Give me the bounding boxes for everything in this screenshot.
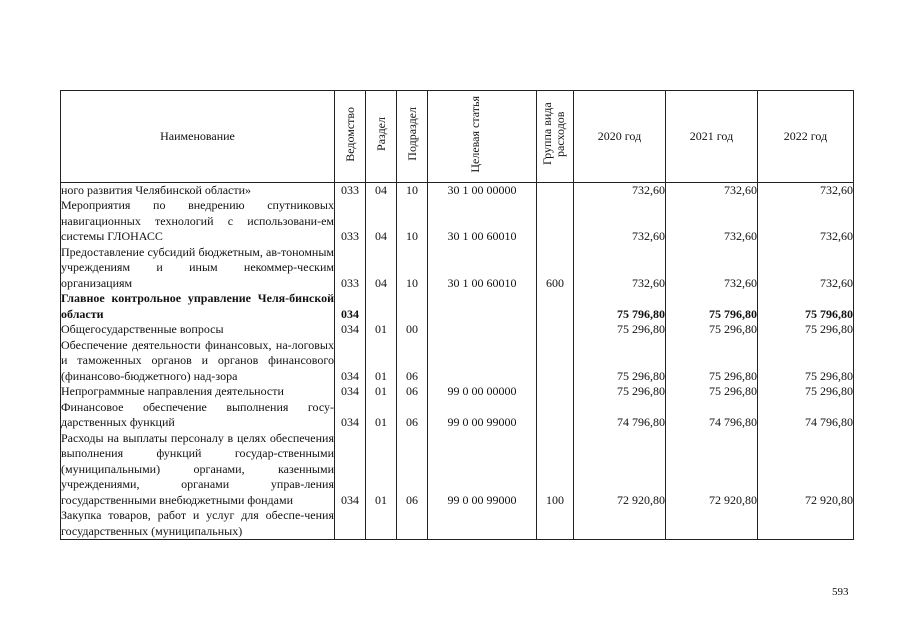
row-2021-cell: 72 920,80 bbox=[666, 431, 758, 509]
row-subsection-cell: 00 bbox=[397, 322, 428, 338]
row-2022-cell: 732,60 bbox=[758, 245, 854, 292]
row-2022-cell: 732,60 bbox=[758, 182, 854, 198]
row-2020-cell: 75 296,80 bbox=[574, 338, 666, 385]
row-group-cell bbox=[537, 400, 574, 431]
header-2021: 2021 год bbox=[666, 91, 758, 183]
row-section-cell bbox=[366, 291, 397, 322]
header-subsection: Подраздел bbox=[397, 91, 428, 183]
row-target-cell: 99 0 00 99000 bbox=[428, 400, 537, 431]
row-subsection-cell: 10 bbox=[397, 245, 428, 292]
row-2020-cell: 75 296,80 bbox=[574, 384, 666, 400]
row-group-cell bbox=[537, 338, 574, 385]
row-target-cell bbox=[428, 322, 537, 338]
row-group-cell bbox=[537, 322, 574, 338]
row-2020-cell: 732,60 bbox=[574, 182, 666, 198]
row-dept-cell: 034 bbox=[335, 431, 366, 509]
row-dept-cell: 033 bbox=[335, 182, 366, 198]
header-group: Группа вида расходов bbox=[537, 91, 574, 183]
table-row bbox=[61, 182, 854, 198]
row-2021-cell: 75 796,80 bbox=[666, 291, 758, 322]
table-row bbox=[61, 508, 854, 540]
row-group-cell bbox=[537, 291, 574, 322]
row-2022-cell: 75 296,80 bbox=[758, 338, 854, 385]
row-2021-cell: 732,60 bbox=[666, 182, 758, 198]
row-2020-cell: 75 296,80 bbox=[574, 322, 666, 338]
row-2021-cell: 74 796,80 bbox=[666, 400, 758, 431]
row-2022-cell bbox=[758, 508, 854, 540]
table-row bbox=[61, 384, 854, 400]
row-section-cell: 01 bbox=[366, 338, 397, 385]
row-name-cell: Финансовое обеспечение выполнения госу-дарственных функций bbox=[61, 399, 334, 429]
budget-table bbox=[60, 90, 854, 540]
row-2022-cell: 75 796,80 bbox=[758, 291, 854, 322]
row-target-cell: 99 0 00 99000 bbox=[428, 431, 537, 509]
row-name-cell: Непрограммные направления деятельности bbox=[61, 384, 335, 400]
row-2021-cell bbox=[666, 508, 758, 540]
row-subsection-cell: 10 bbox=[397, 182, 428, 198]
row-section-cell: 01 bbox=[366, 384, 397, 400]
row-dept-cell: 034 bbox=[335, 338, 366, 385]
header-2020: 2020 год bbox=[574, 91, 666, 183]
table-row bbox=[61, 322, 854, 338]
row-name-cell: Расходы на выплаты персоналу в целях обеспечения выполнения функций государ-ственными (муниципальными) органами, казенными учреждениями, органами управ-ления государственными внебюджетными фондами bbox=[61, 430, 334, 507]
row-subsection-cell: 06 bbox=[397, 431, 428, 509]
table-row bbox=[61, 400, 854, 431]
row-group-cell: 100 bbox=[537, 431, 574, 509]
row-group-cell bbox=[537, 198, 574, 245]
row-2022-cell: 72 920,80 bbox=[758, 431, 854, 509]
table-header-row bbox=[61, 91, 854, 183]
row-name-cell: Обеспечение деятельности финансовых, на-логовых и таможенных органов и органов финансового (финансово-бюджетного) над-зора bbox=[61, 337, 334, 383]
row-target-cell bbox=[428, 508, 537, 540]
header-dept: Ведомство bbox=[335, 91, 366, 183]
row-group-cell bbox=[537, 182, 574, 198]
row-name-cell: Закупка товаров, работ и услуг для обеспе-чения государственных (муниципальных) bbox=[61, 508, 334, 538]
table-row bbox=[61, 338, 854, 385]
row-group-cell: 600 bbox=[537, 245, 574, 292]
row-section-cell: 01 bbox=[366, 400, 397, 431]
row-2021-cell: 75 296,80 bbox=[666, 322, 758, 338]
row-2020-cell: 732,60 bbox=[574, 198, 666, 245]
table-row bbox=[61, 431, 854, 509]
row-target-cell bbox=[428, 338, 537, 385]
row-2022-cell: 75 296,80 bbox=[758, 384, 854, 400]
row-name-cell: Главное контрольное управление Челя-бинской области bbox=[61, 291, 334, 321]
row-dept-cell: 034 bbox=[335, 322, 366, 338]
row-dept-cell: 034 bbox=[335, 400, 366, 431]
row-name-cell: ного развития Челябинской области» bbox=[61, 182, 335, 198]
row-name-cell: Мероприятия по внедрению спутниковых навигационных технологий с использовани-ем системы ГЛОНАСС bbox=[61, 198, 334, 243]
row-target-cell bbox=[428, 291, 537, 322]
row-section-cell: 04 bbox=[366, 198, 397, 245]
row-target-cell: 99 0 00 00000 bbox=[428, 384, 537, 400]
row-2022-cell: 75 296,80 bbox=[758, 322, 854, 338]
row-name-cell: Предоставление субсидий бюджетным, ав-тономным учреждениям и иным некоммер-ческим организациям bbox=[61, 244, 334, 290]
row-subsection-cell: 06 bbox=[397, 384, 428, 400]
row-2022-cell: 74 796,80 bbox=[758, 400, 854, 431]
row-subsection-cell bbox=[397, 508, 428, 540]
row-target-cell: 30 1 00 60010 bbox=[428, 198, 537, 245]
header-2022: 2022 год bbox=[758, 91, 854, 183]
row-target-cell: 30 1 00 60010 bbox=[428, 245, 537, 292]
table-row bbox=[61, 291, 854, 322]
row-section-cell bbox=[366, 508, 397, 540]
header-section: Раздел bbox=[366, 91, 397, 183]
row-dept-cell: 034 bbox=[335, 291, 366, 322]
row-group-cell bbox=[537, 508, 574, 540]
row-subsection-cell bbox=[397, 291, 428, 322]
row-subsection-cell: 10 bbox=[397, 198, 428, 245]
row-section-cell: 01 bbox=[366, 431, 397, 509]
row-group-cell bbox=[537, 384, 574, 400]
page-number: 593 bbox=[832, 586, 849, 598]
row-dept-cell: 033 bbox=[335, 245, 366, 292]
row-section-cell: 04 bbox=[366, 182, 397, 198]
row-dept-cell: 033 bbox=[335, 198, 366, 245]
row-section-cell: 01 bbox=[366, 322, 397, 338]
row-subsection-cell: 06 bbox=[397, 338, 428, 385]
header-name: Наименование bbox=[61, 91, 335, 183]
row-2021-cell: 75 296,80 bbox=[666, 384, 758, 400]
row-2020-cell: 75 796,80 bbox=[574, 291, 666, 322]
row-2020-cell: 732,60 bbox=[574, 245, 666, 292]
row-target-cell: 30 1 00 00000 bbox=[428, 182, 537, 198]
row-subsection-cell: 06 bbox=[397, 400, 428, 431]
row-2022-cell: 732,60 bbox=[758, 198, 854, 245]
row-2020-cell: 74 796,80 bbox=[574, 400, 666, 431]
row-dept-cell: 034 bbox=[335, 384, 366, 400]
table-row bbox=[61, 245, 854, 292]
row-2021-cell: 732,60 bbox=[666, 245, 758, 292]
row-2021-cell: 75 296,80 bbox=[666, 338, 758, 385]
row-2020-cell: 72 920,80 bbox=[574, 431, 666, 509]
header-target: Целевая статья bbox=[428, 91, 537, 183]
table-row bbox=[61, 198, 854, 245]
row-dept-cell bbox=[335, 508, 366, 540]
row-2021-cell: 732,60 bbox=[666, 198, 758, 245]
row-name-cell: Общегосударственные вопросы bbox=[61, 322, 335, 338]
row-2020-cell bbox=[574, 508, 666, 540]
row-section-cell: 04 bbox=[366, 245, 397, 292]
